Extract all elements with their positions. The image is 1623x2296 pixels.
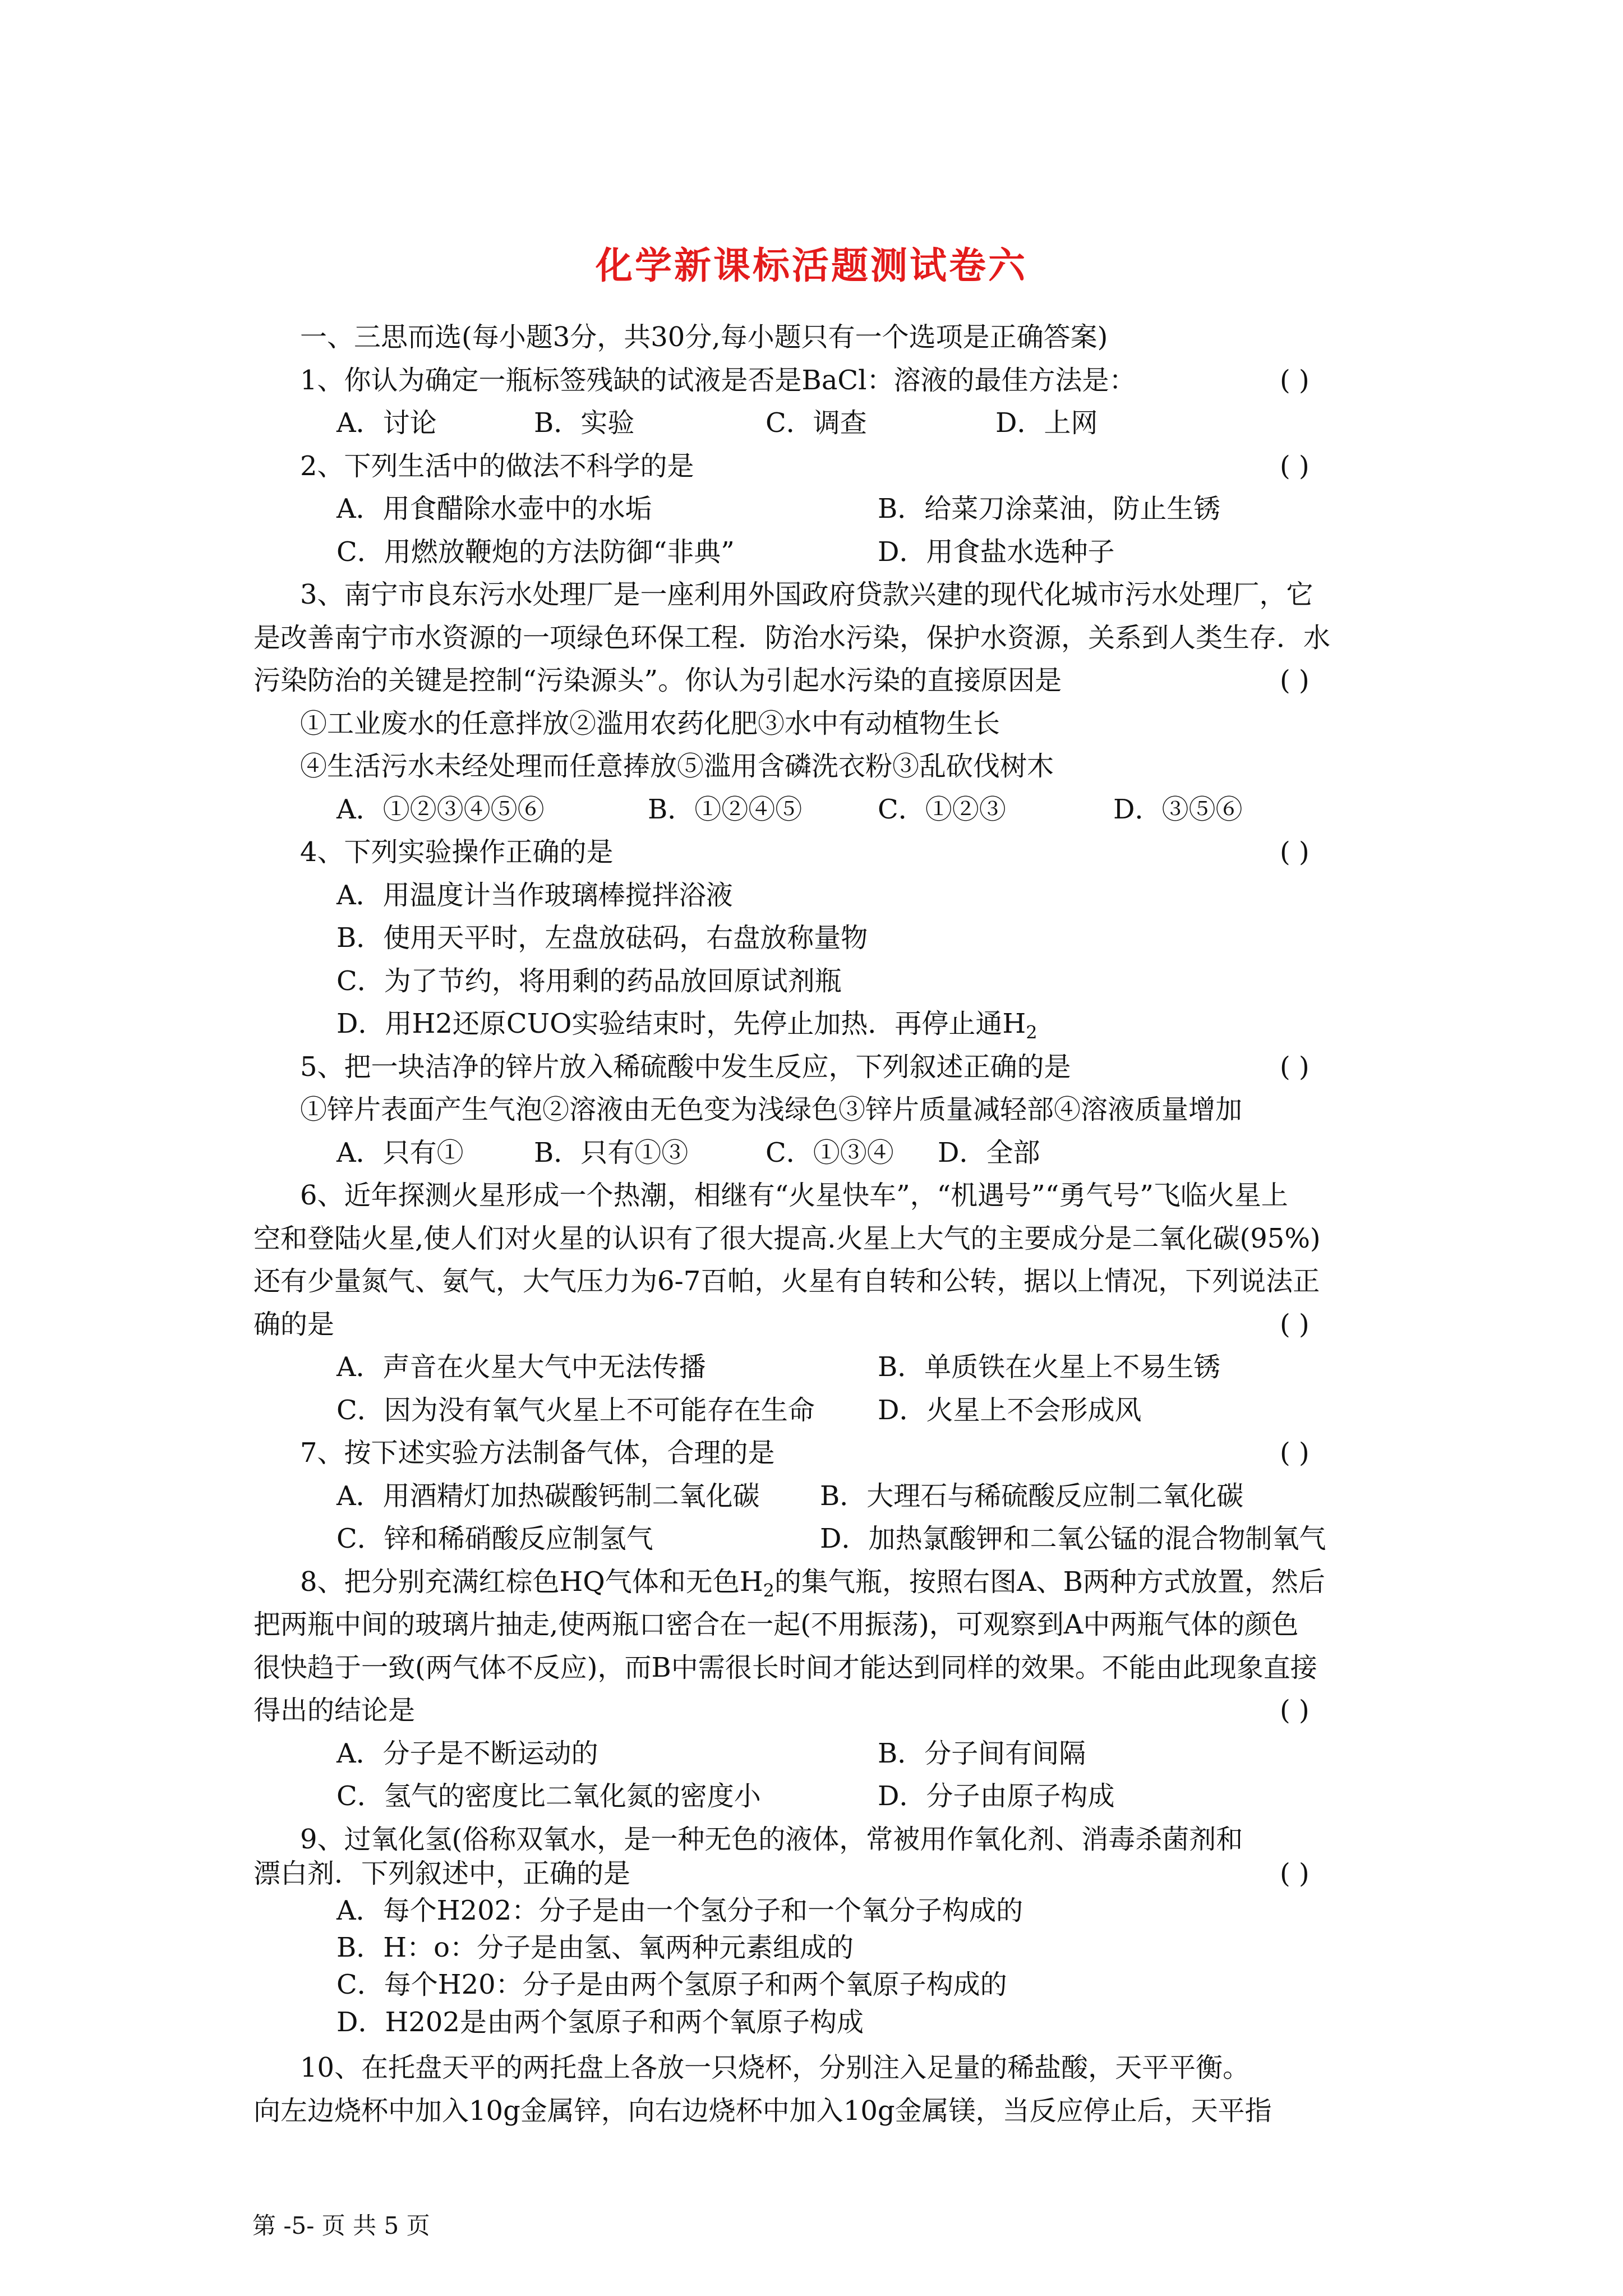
q1-option-d: D．上网: [995, 407, 1098, 439]
q6-line-4: 确的是: [253, 1309, 335, 1340]
q6-answer-paren: ( ): [1280, 1309, 1310, 1340]
q8-line-1-pre: 8、把分别充满红棕色HQ气体和无色H: [300, 1566, 763, 1598]
q3-items-2: ④生活污水未经处理而任意捧放⑤滥用含磷洗衣粉③乱砍伐树木: [300, 751, 1054, 782]
q7-option-b: B．大理石与稀硫酸反应制二氧化碳: [820, 1480, 1244, 1512]
q1-stem: 1、你认为确定一瓶标签残缺的试液是否是BaCl：溶液的最佳方法是：: [300, 365, 1136, 396]
q5-option-a: A．只有①: [336, 1137, 464, 1168]
q8-line-2: 把两瓶中间的玻璃片抽走,使两瓶口密合在一起(不用振荡)，可观察到A中两瓶气体的颜色: [253, 1609, 1299, 1640]
q1-answer-paren: ( ): [1280, 365, 1310, 396]
q3-option-d: D．③⑤⑥: [1113, 794, 1243, 825]
q6-line-3: 还有少量氮气、氨气，大气压力为6-7百帕，火星有自转和公转，据以上情况，下列说法正: [253, 1266, 1320, 1297]
q1-option-b: B．实验: [534, 407, 635, 439]
q4-answer-paren: ( ): [1280, 836, 1310, 868]
q8-option-a: A．分子是不断运动的: [336, 1738, 598, 1769]
q5-option-b: B．只有①③: [534, 1137, 689, 1168]
q7-option-c: C．锌和稀硝酸反应制氢气: [336, 1523, 653, 1554]
section-header: 一、三思而选(每小题3分，共30分,每小题只有一个选项是正确答案): [300, 321, 1108, 353]
q7-option-d: D．加热氯酸钾和二氧公锰的混合物制氧气: [820, 1523, 1326, 1554]
q7-stem: 7、按下述实验方法制备气体，合理的是: [300, 1437, 775, 1469]
q5-option-d: D．全部: [938, 1137, 1040, 1168]
q3-line-3: 污染防治的关键是控制“污染源头”。你认为引起水污染的直接原因是: [253, 665, 1062, 696]
q9-option-c: C．每个H20：分子是由两个氢原子和两个氧原子构成的: [336, 1969, 1007, 2000]
q3-line-2: 是改善南宁市水资源的一项绿色环保工程．防治水污染，保护水资源，关系到人类生存．水: [253, 622, 1331, 654]
q6-option-d: D．火星上不会形成风: [878, 1395, 1142, 1426]
q4-stem: 4、下列实验操作正确的是: [300, 836, 614, 868]
q4-option-b: B．使用天平时，左盘放砝码，右盘放称量物: [336, 922, 868, 954]
q3-items-1: ①工业废水的任意拌放②滥用农药化肥③水中有动植物生长: [300, 708, 1000, 739]
q1-option-a: A．讨论: [336, 407, 437, 439]
q6-line-1: 6、近年探测火星形成一个热潮，相继有“火星快车”，“机遇号”“勇气号”飞临火星上: [300, 1180, 1288, 1211]
q2-option-b: B．给菜刀涂菜油，防止生锈: [878, 493, 1221, 524]
q9-line-2: 漂白剂．下列叙述中，正确的是: [253, 1858, 631, 1889]
q10-line-1: 10、在托盘天平的两托盘上各放一只烧杯，分别注入足量的稀盐酸，天平平衡。: [300, 2052, 1250, 2083]
q7-answer-paren: ( ): [1280, 1437, 1310, 1469]
q7-option-a: A．用酒精灯加热碳酸钙制二氧化碳: [336, 1480, 760, 1512]
q10-line-2: 向左边烧杯中加入10g金属锌，向右边烧杯中加入10g金属镁，当反应停止后，天平指: [253, 2095, 1272, 2127]
q8-option-b: B．分子间有间隔: [878, 1738, 1086, 1769]
q6-option-c: C．因为没有氧气火星上不可能存在生命: [336, 1395, 815, 1426]
q8-line-1-subscript: 2: [763, 1580, 774, 1602]
q9-option-b: B．H：o：分子是由氢、氧两种元素组成的: [336, 1932, 854, 1963]
q4-option-d: [336, 1007, 1038, 1041]
q5-answer-paren: ( ): [1280, 1051, 1310, 1083]
q8-option-d: D．分子由原子构成: [878, 1780, 1115, 1812]
q3-line-1: 3、南宁市良东污水处理厂是一座利用外国政府贷款兴建的现代化城市污水处理厂，它: [300, 579, 1313, 610]
q2-answer-paren: ( ): [1280, 450, 1310, 482]
q2-option-c: C．用燃放鞭炮的方法防御“非典”: [336, 536, 735, 568]
q5-option-c: C．①③④: [766, 1137, 894, 1168]
q8-line-1-post: 的集气瓶，按照右图A、B两种方式放置，然后: [774, 1566, 1325, 1598]
q4-option-d-text: D．用H2还原CUO实验结束时，先停止加热．再停止通H: [336, 1008, 1026, 1039]
q2-option-d: D．用食盐水选种子: [878, 536, 1115, 568]
page-footer: 第 -5- 页 共 5 页: [252, 2212, 430, 2239]
q8-line-4: 得出的结论是: [253, 1695, 416, 1726]
q5-stem: 5、把一块洁净的锌片放入稀硫酸中发生反应，下列叙述正确的是: [300, 1051, 1071, 1083]
q4-option-a: A．用温度计当作玻璃棒搅拌浴液: [336, 880, 733, 911]
page-title: 化学新课标活题测试卷六: [596, 243, 1027, 287]
q1-option-c: C．调查: [766, 407, 867, 439]
q4-option-c: C．为了节约，将用剩的药品放回原试剂瓶: [336, 965, 842, 997]
q6-option-b: B．单质铁在火星上不易生锈: [878, 1351, 1221, 1383]
q2-stem: 2、下列生活中的做法不科学的是: [300, 450, 694, 482]
q6-option-a: A．声音在火星大气中无法传播: [336, 1351, 706, 1383]
q8-line-3: 很快趋于一致(两气体不反应)，而B中需很长时间才能达到同样的效果。不能由此现象直接: [253, 1652, 1317, 1683]
q5-items: ①锌片表面产生气泡②溶液由无色变为浅绿色③锌片质量减轻部④溶液质量增加: [300, 1094, 1243, 1125]
q9-option-d: D．H202是由两个氢原子和两个氧原子构成: [336, 2007, 864, 2038]
q9-answer-paren: ( ): [1280, 1858, 1310, 1889]
q3-option-a: A．①②③④⑤⑥: [336, 794, 545, 825]
q3-option-b: B．①②④⑤: [648, 794, 803, 825]
q8-line-1: [300, 1565, 1325, 1602]
q8-answer-paren: ( ): [1280, 1695, 1310, 1726]
q2-option-a: A．用食醋除水壶中的水垢: [336, 493, 652, 524]
q9-option-a: A．每个H202：分子是由一个氢分子和一个氧分子构成的: [336, 1895, 1023, 1926]
q6-line-2: 空和登陆火星,使人们对火星的认识有了很大提高.火星上大气的主要成分是二氧化碳(95%): [253, 1223, 1321, 1254]
q8-option-c: C．氢气的密度比二氧化氮的密度小: [336, 1780, 761, 1812]
q9-line-1: 9、过氧化氢(俗称双氧水，是一种无色的液体，常被用作氧化剂、消毒杀菌剂和: [300, 1824, 1243, 1855]
q3-answer-paren: ( ): [1280, 665, 1310, 696]
q3-option-c: C．①②③: [878, 794, 1006, 825]
q4-option-d-subscript: 2: [1026, 1022, 1038, 1043]
